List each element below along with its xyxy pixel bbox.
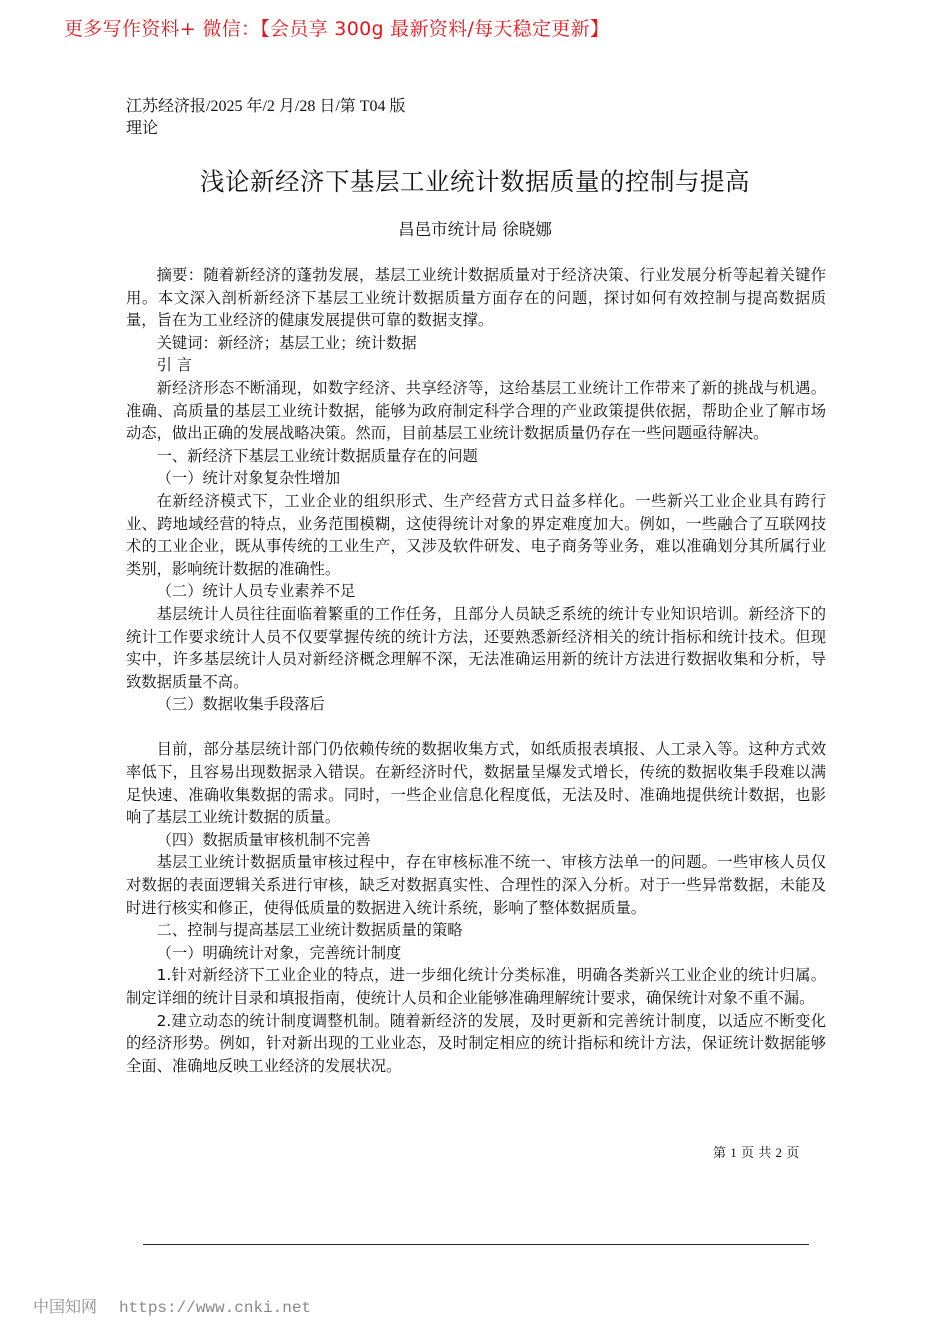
section-heading: 二、控制与提高基层工业统计数据质量的策略 [156,921,463,940]
body-paragraph: 在新经济模式下，工业企业的组织形式、生产经营方式日益多样化。一些新兴工业企业具有跨行业、跨地域经营的特点，业务范围模糊，这使得统计对象的界定难度加大。例如，一些融合了互联网技术的工业企业，既从事传统的工业生产，又涉及软件研发、电子商务等业务，难以准确划分其所属行业类别，影响统计数据的准确性。 [126,491,826,578]
subsection-heading: （一）明确统计对象，完善统计制度 [156,943,402,962]
keywords-line: 关键词：新经济；基层工业；统计数据 [156,333,417,352]
body-paragraph: 目前，部分基层统计部门仍依赖传统的数据收集方式，如纸质报表填报、人工录入等。这种方式效率低下，且容易出现数据录入错误。在新经济时代，数据量呈爆发式增长，传统的数据收集手段难以满足快速、准确收集数据的需求。同时，一些企业信息化程度低，无法及时、准确地提供统计数据，也影响了基层工业统计数据的质量。 [126,740,826,827]
body-paragraph: 基层工业统计数据质量审核过程中，存在审核标准不统一、审核方法单一的问题。一些审核人员仅对数据的表面逻辑关系进行审核，缺乏对数据真实性、合理性的深入分析。对于一些异常数据，未能及时进行核实和修正，使得低质量的数据进入统计系统，影响了整体数据质量。 [126,853,826,917]
source-citation: 江苏经济报/2025 年/2 月/28 日/第 T04 版理论 [126,98,406,137]
cnki-url: https://www.cnki.net [119,1299,312,1317]
footer-divider [143,1244,809,1245]
promo-banner: 更多写作资料+ 微信：【会员享 300g 最新资料/每天稳定更新】 [64,18,610,40]
page-number: 第 1 页 共 2 页 [713,1145,800,1160]
article-body [126,264,826,1077]
subsection-heading: （一）统计对象复杂性增加 [156,469,341,488]
body-paragraph: 基层统计人员往往面临着繁重的工作任务，且部分人员缺乏系统的统计专业知识培训。新经济下的统计工作要求统计人员不仅要掌握传统的统计方法，还要熟悉新经济相关的统计指标和统计技术。但现实中，许多基层统计人员对新经济概念理解不深，无法准确运用新的统计方法进行数据收集和分析，导致数据质量不高。 [126,604,826,691]
cnki-brand: 中国知网 [33,1297,98,1316]
subsection-heading: （四）数据质量审核机制不完善 [156,830,371,849]
body-paragraph: 1.针对新经济下工业企业的特点，进一步细化统计分类标准，明确各类新兴工业企业的统计归属。制定详细的统计目录和填报指南，使统计人员和企业能够准确理解统计要求，确保统计对象不重不漏。 [126,966,826,1007]
body-paragraph: 新经济形态不断涌现，如数字经济、共享经济等，这给基层工业统计工作带来了新的挑战与机遇。准确、高质量的基层工业统计数据，能够为政府制定科学合理的产业政策提供依据，帮助企业了解市场动态，做出正确的发展战略决策。然而，目前基层工业统计数据质量仍存在一些问题亟待解决。 [126,378,826,443]
article-author: 昌邑市统计局 徐晓娜 [398,220,552,239]
section-heading: 一、新经济下基层工业统计数据质量存在的问题 [156,446,478,465]
body-paragraph: 2.建立动态的统计制度调整机制。随着新经济的发展，及时更新和完善统计制度，以适应不断变化的经济形势。例如，针对新出现的工业业态，及时制定相应的统计指标和统计方法，保证统计数据能够全面、准确地反映工业经济的发展状况。 [126,1011,826,1075]
subsection-heading: （三）数据收集手段落后 [156,695,325,714]
abstract-paragraph: 摘要：随着新经济的蓬勃发展，基层工业统计数据质量对于经济决策、行业发展分析等起着关键作用。本文深入剖析新经济下基层工业统计数据质量方面存在的问题，探讨如何有效控制与提高数据质量，旨在为工业经济的健康发展提供可靠的数据支撑。 [126,266,826,330]
article-title: 浅论新经济下基层工业统计数据质量的控制与提高 [200,167,750,196]
footer-watermark [33,1294,311,1317]
subsection-heading: （二）统计人员专业素养不足 [156,582,356,601]
section-heading-introduction: 引 言 [156,356,193,375]
